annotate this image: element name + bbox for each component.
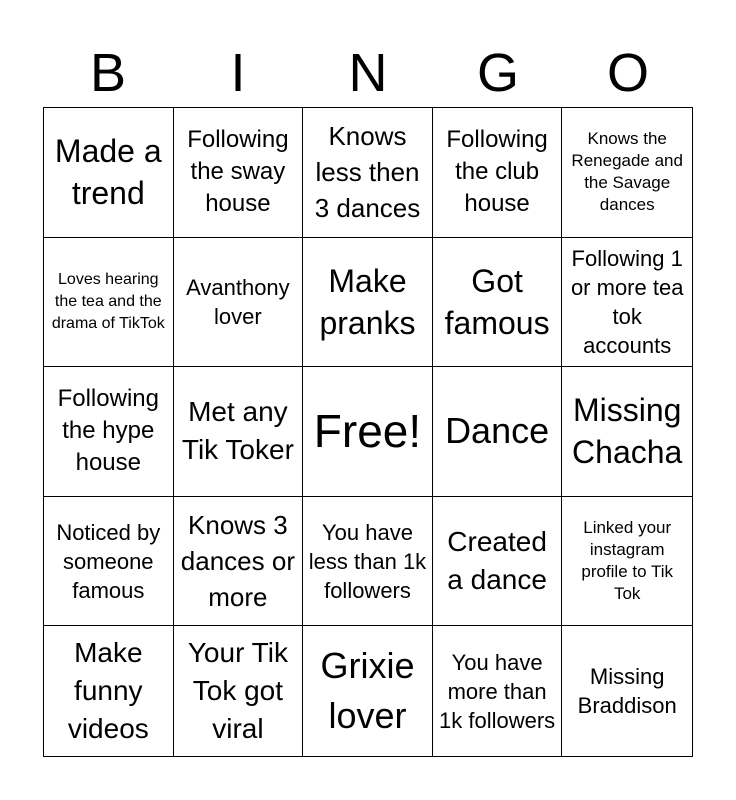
header-letter-i: I <box>230 43 246 103</box>
cell-text: Made a trend <box>54 133 162 212</box>
bingo-cell[interactable] <box>44 626 174 756</box>
bingo-cell[interactable] <box>174 238 304 368</box>
bingo-cell[interactable] <box>303 108 433 238</box>
header-letter-b: B <box>89 43 127 103</box>
cell-text: Following 1 or more tea tok accounts <box>570 245 684 358</box>
cell-text: Dance <box>445 410 550 452</box>
cell-text: Avanthony lover <box>186 274 290 329</box>
bingo-cell[interactable] <box>562 108 692 238</box>
bingo-cell[interactable] <box>44 108 174 238</box>
cell-text: Following the hype house <box>57 385 159 477</box>
cell-text: Your Tik Tok got viral <box>187 637 288 745</box>
cell-text: Following the club house <box>446 126 548 218</box>
bingo-cell[interactable] <box>562 367 692 497</box>
cell-text: Created a dance <box>447 526 547 596</box>
cell-text: You have more than 1k followers <box>439 649 556 733</box>
cell-text: Knows 3 dances or more <box>180 510 295 613</box>
bingo-cell[interactable] <box>562 626 692 756</box>
bingo-cell[interactable] <box>562 238 692 368</box>
bingo-cell[interactable] <box>433 626 563 756</box>
cell-text: Knows the Renegade and the Savage dances <box>571 129 683 215</box>
bingo-cell[interactable] <box>433 367 563 497</box>
cell-text: Loves hearing the tea and the drama of TikTok <box>51 270 165 332</box>
bingo-header <box>43 40 693 106</box>
cell-text: Noticed by someone famous <box>56 519 161 603</box>
cell-text: Knows less then 3 dances <box>314 121 421 224</box>
header-letter-n: N <box>348 43 388 103</box>
bingo-cell[interactable] <box>562 497 692 627</box>
cell-text: You have less than 1k followers <box>308 519 427 603</box>
cell-text: Linked your instagram profile to Tik Tok <box>581 518 674 604</box>
cell-text: Got famous <box>444 262 550 341</box>
bingo-cell[interactable] <box>174 108 304 238</box>
cell-text: Make pranks <box>319 262 416 341</box>
bingo-cell[interactable] <box>303 238 433 368</box>
bingo-cell[interactable] <box>303 497 433 627</box>
bingo-cell[interactable] <box>433 497 563 627</box>
bingo-cell[interactable] <box>174 497 304 627</box>
bingo-cell[interactable] <box>44 497 174 627</box>
header-letter-g: G <box>476 43 519 103</box>
cell-text: Met any Tik Toker <box>181 396 294 466</box>
bingo-cell[interactable] <box>174 626 304 756</box>
cell-text: Following the sway house <box>187 126 289 218</box>
cell-text: Make funny videos <box>67 637 149 745</box>
cell-text: Missing Chacha <box>572 392 683 471</box>
bingo-cell[interactable] <box>433 238 563 368</box>
bingo-cell[interactable] <box>174 367 304 497</box>
header-letter-o: O <box>606 43 649 103</box>
bingo-cell[interactable] <box>303 626 433 756</box>
bingo-cell[interactable] <box>44 367 174 497</box>
free-space-cell[interactable] <box>303 367 433 497</box>
cell-text: Free! <box>313 405 422 458</box>
cell-text: Missing Braddison <box>577 664 677 719</box>
bingo-cell[interactable] <box>433 108 563 238</box>
cell-text: Grixie lover <box>320 645 415 737</box>
bingo-cell[interactable] <box>44 238 174 368</box>
bingo-board <box>43 107 693 757</box>
